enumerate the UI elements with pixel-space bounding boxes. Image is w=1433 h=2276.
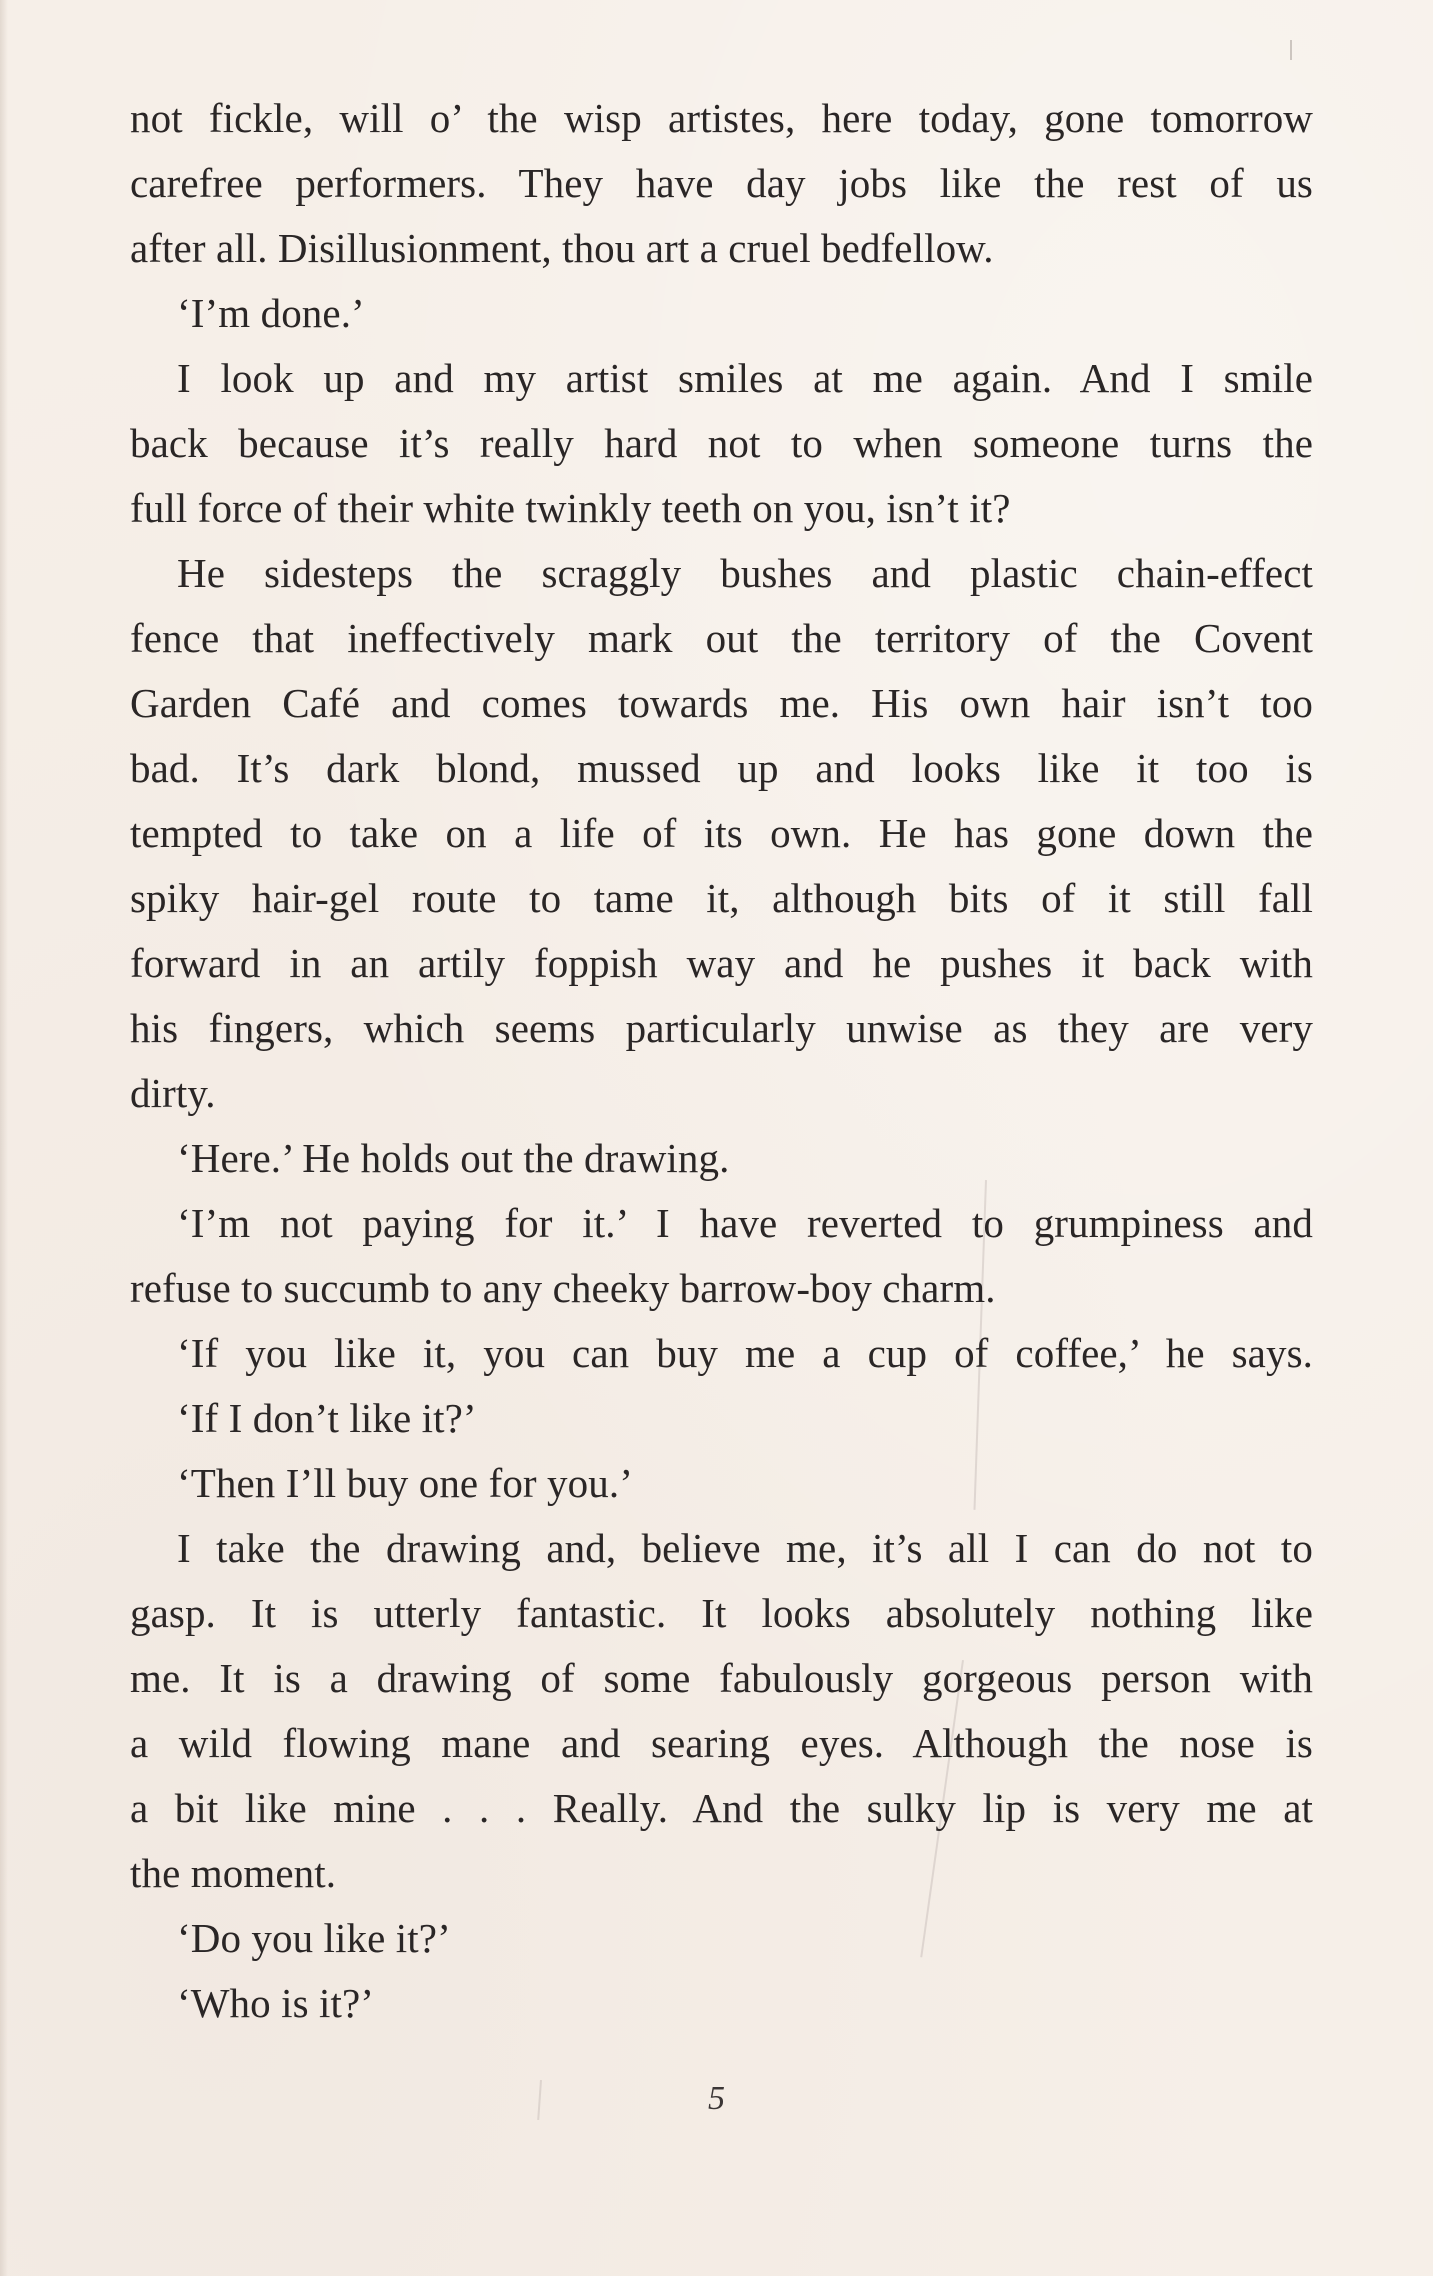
text-line: not fickle, will o’ the wisp artistes, here today, gone tomorrow — [130, 95, 1313, 141]
text-line: spiky hair-gel route to tame it, although bits of it still fall — [130, 875, 1313, 921]
text-line: ‘I’m not paying for it.’ I have reverted to grumpiness and — [177, 1200, 1313, 1246]
text-line: I take the drawing and, believe me, it’s all I can do not to — [177, 1525, 1313, 1571]
text-line: ‘Who is it?’ — [177, 1980, 375, 2026]
text-line: I look up and my artist smiles at me again. And I smile — [177, 355, 1313, 401]
paper-mark — [1290, 40, 1292, 60]
text-line: a wild flowing mane and searing eyes. Although the nose is — [130, 1720, 1313, 1766]
text-line: a bit like mine . . . Really. And the sulky lip is very me at — [130, 1785, 1313, 1831]
text-line: fence that ineffectively mark out the territory of the Covent — [130, 615, 1313, 661]
text-line: the moment. — [130, 1850, 337, 1896]
text-line: gasp. It is utterly fantastic. It looks absolutely nothing like — [130, 1590, 1313, 1636]
text-line: full force of their white twinkly teeth on you, isn’t it? — [130, 485, 1011, 531]
text-line: tempted to take on a life of its own. He has gone down the — [130, 810, 1313, 856]
page-number: 5 — [708, 2080, 725, 2117]
text-line: He sidesteps the scraggly bushes and plastic chain-effect — [177, 550, 1313, 596]
text-line: ‘If I don’t like it?’ — [177, 1395, 477, 1441]
text-line: his fingers, which seems particularly unwise as they are very — [130, 1005, 1313, 1051]
text-line: Garden Café and comes towards me. His own hair isn’t too — [130, 680, 1313, 726]
text-line: refuse to succumb to any cheeky barrow-boy charm. — [130, 1265, 996, 1311]
text-line: ‘I’m done.’ — [177, 290, 365, 336]
text-line: ‘If you like it, you can buy me a cup of coffee,’ he says. — [177, 1330, 1313, 1376]
text-line: bad. It’s dark blond, mussed up and looks like it too is — [130, 745, 1313, 791]
text-line: carefree performers. They have day jobs like the rest of us — [130, 160, 1313, 206]
text-line: after all. Disillusionment, thou art a cruel bedfellow. — [130, 225, 994, 271]
text-line: forward in an artily foppish way and he pushes it back with — [130, 940, 1313, 986]
text-line: me. It is a drawing of some fabulously gorgeous person with — [130, 1655, 1313, 1701]
text-line: back because it’s really hard not to when someone turns the — [130, 420, 1313, 466]
body-text — [130, 86, 1313, 2036]
text-line: dirty. — [130, 1070, 216, 1116]
text-line: ‘Do you like it?’ — [177, 1915, 451, 1961]
text-line: ‘Then I’ll buy one for you.’ — [177, 1460, 633, 1506]
text-line: ‘Here.’ He holds out the drawing. — [177, 1135, 730, 1181]
page-edge-shadow — [0, 0, 8, 2276]
